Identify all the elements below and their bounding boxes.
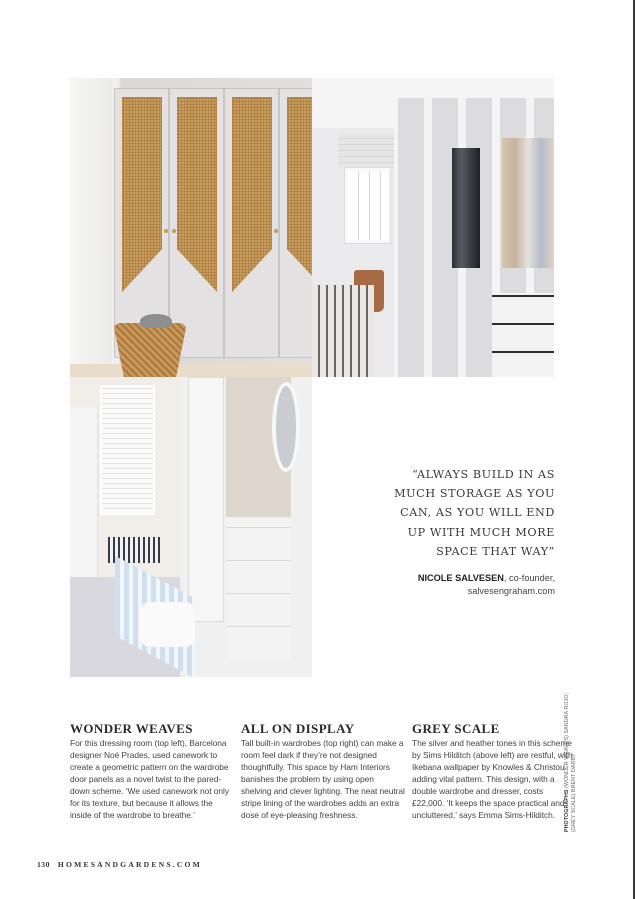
page-folio: [37, 860, 202, 869]
photo-all-on-display: [312, 78, 554, 377]
quote-author-name: NICOLE SALVESEN: [417, 573, 504, 584]
pull-quote-text: [380, 465, 555, 561]
cane-panel: [287, 97, 312, 292]
quote-line: “ALWAYS BUILD IN AS: [412, 468, 555, 481]
door-knob: [274, 229, 278, 233]
wardrobe-door: [188, 377, 224, 622]
quote-attribution: [380, 572, 555, 598]
window-shutters: [100, 385, 155, 515]
quote-line: SPACE THAT WAY”: [436, 544, 555, 558]
photo-wonder-weaves: [70, 78, 312, 378]
credits-label: PHOTOGRAPHS: [564, 789, 570, 832]
credits-line-2: (GREY SCALE) BRENT DARBY: [571, 753, 577, 832]
column-body: Tall built-in wardrobes (top right) can make a room feel dark if they’re not designed thoughtfully. This space by Ham Interiors banishes the problem by using open shelving and clever lighting. The neat neutral stripe lining of the wardrobes adds an extra dose of eye-pleasing freshness.: [241, 738, 405, 821]
drawers: [492, 293, 554, 377]
column-heading: WONDER WEAVES: [70, 721, 193, 736]
cane-door: [169, 88, 224, 358]
cane-panel: [122, 97, 162, 292]
photo-floor: [70, 364, 312, 378]
column-heading: GREY SCALE: [412, 721, 500, 736]
door-knob: [172, 229, 176, 233]
hat: [140, 314, 172, 328]
site-name: HOMESANDGARDENS.COM: [57, 860, 202, 869]
pull-quote: [380, 465, 555, 598]
dresser-drawers: [226, 519, 291, 659]
window: [345, 168, 390, 243]
column-body: For this dressing room (top left), Barcelona designer Noé Prades, used canework to create a geometric pattern on the wardrobe door panels as a novel twist to the pared-down scheme. ‘We used canework not only for its texture, but because it allows the inside of the wardrobe to breathe.’: [70, 738, 229, 821]
cane-panel: [232, 97, 272, 292]
cane-door: [224, 88, 279, 358]
hanging-clothes-dark: [452, 148, 480, 268]
credits-line-1: (WONDER WEAVES) SANDRA ROJO;: [564, 692, 570, 790]
roman-blind: [338, 134, 396, 168]
quote-author-website: salvesengraham.com: [467, 586, 555, 597]
quote-line: MUCH STORAGE AS YOU: [394, 487, 555, 501]
cane-panel: [177, 97, 217, 292]
glazed-door: [70, 407, 98, 602]
column-heading: ALL ON DISPLAY: [241, 721, 355, 736]
page-number: 130: [37, 860, 50, 869]
photo-wall: [70, 78, 112, 378]
article-column-grey-scale: [412, 722, 577, 821]
built-in-wardrobe: [180, 377, 312, 677]
door-knob: [164, 229, 168, 233]
article-column-all-on-display: [241, 722, 406, 821]
cane-door: [279, 88, 312, 358]
photo-credits: [564, 672, 578, 832]
column-body: The silver and heather tones in this scheme by Sims Hilditch (above left) are restful, with Ikebana wallpaper by Knowles & Christou adding vital pattern. This design, with a double wardrobe and dresser, costs £22,000. ‘It keeps the space practical and uncluttered,’ says Emma Sims-Hilditch.: [412, 738, 573, 821]
article-column-wonder-weaves: [70, 722, 235, 821]
photo-grey-scale: [70, 377, 312, 677]
white-throw: [140, 602, 195, 647]
quote-line: UP WITH MUCH MORE: [407, 525, 555, 539]
striped-bench: [312, 285, 374, 377]
hanging-clothes-light: [502, 138, 554, 268]
quote-author-role: , co-founder,: [503, 573, 555, 584]
wicker-basket: [113, 323, 187, 378]
quote-line: CAN, AS YOU WILL END: [400, 506, 555, 520]
round-mirror: [272, 382, 300, 472]
